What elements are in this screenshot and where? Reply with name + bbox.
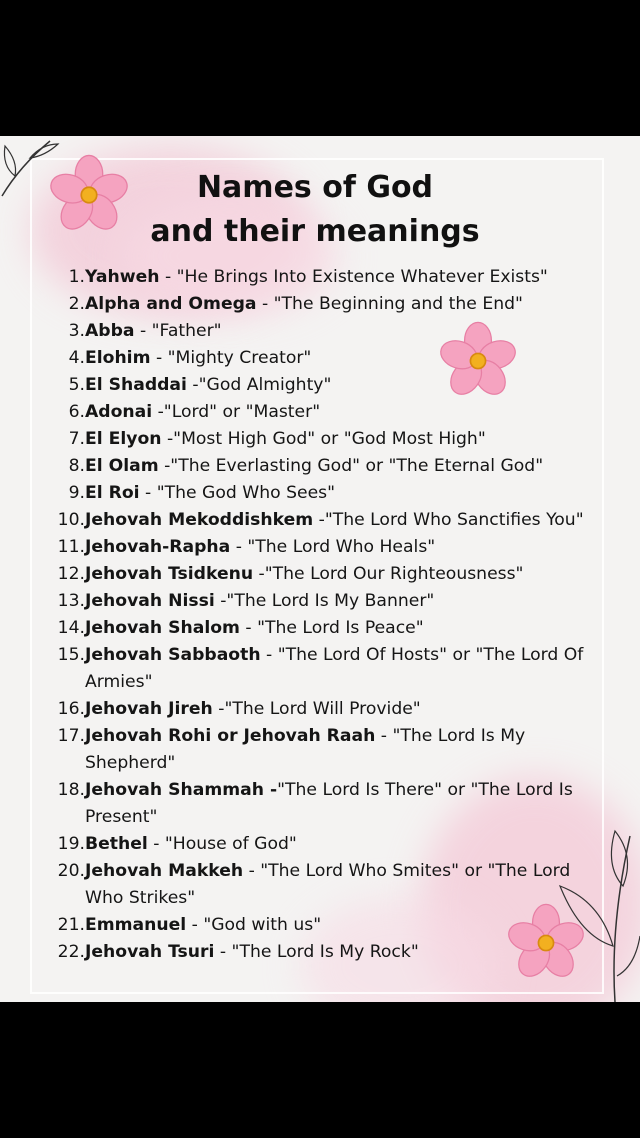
god-name: Abba — [85, 321, 135, 341]
item-body — [85, 696, 600, 723]
item-body — [85, 399, 600, 426]
name-meaning: -"The Lord Will Provide" — [212, 699, 421, 719]
name-meaning: -"The Lord Is My Banner" — [214, 591, 435, 611]
item-number: 21. — [57, 915, 85, 935]
item-number: 10. — [57, 510, 85, 530]
name-meaning: - "The God Who Sees" — [139, 483, 336, 503]
item-number: 7. — [68, 429, 85, 449]
list-item — [40, 912, 600, 939]
god-name: Emmanuel — [85, 915, 187, 935]
god-name: El Roi — [85, 483, 140, 503]
god-name: Jehovah Jireh — [85, 699, 213, 719]
list-item — [40, 345, 600, 372]
item-number: 20. — [57, 861, 85, 881]
item-body — [85, 264, 600, 291]
god-name: Jehovah Makkeh — [85, 861, 244, 881]
item-body — [85, 561, 600, 588]
list-item — [40, 372, 600, 399]
item-number: 3. — [68, 321, 85, 341]
name-meaning: -"Lord" or "Master" — [152, 402, 321, 422]
list-item — [40, 777, 600, 831]
god-name: Jehovah Tsuri — [85, 942, 215, 962]
item-number: 13. — [57, 591, 85, 611]
name-meaning: - "The Lord Is My Shepherd" — [85, 726, 526, 773]
item-body — [85, 534, 600, 561]
name-meaning: - "Mighty Creator" — [150, 348, 312, 368]
item-number: 16. — [57, 699, 85, 719]
item-body — [85, 939, 600, 966]
item-number: 1. — [68, 267, 85, 287]
item-number: 12. — [57, 564, 85, 584]
item-body — [85, 615, 600, 642]
name-meaning: "The Lord Is There" or "The Lord Is Present" — [85, 780, 573, 827]
god-name: Jehovah Mekoddishkem — [85, 510, 314, 530]
name-meaning: - "The Lord Is My Rock" — [214, 942, 419, 962]
god-name: Jehovah Shammah - — [85, 780, 278, 800]
god-name: Jehovah Tsidkenu — [85, 564, 254, 584]
item-body — [85, 858, 600, 912]
list-item — [40, 642, 600, 696]
name-meaning: - "God with us" — [186, 915, 322, 935]
item-number: 17. — [57, 726, 85, 746]
item-number: 6. — [68, 402, 85, 422]
item-number: 18. — [57, 780, 85, 800]
item-body — [85, 507, 600, 534]
page-title — [60, 166, 570, 254]
name-meaning: -"Most High God" or "God Most High" — [161, 429, 486, 449]
title-line-1: Names of God — [196, 170, 434, 205]
list-item — [40, 480, 600, 507]
list-item — [40, 939, 600, 966]
list-item — [40, 453, 600, 480]
names-card — [0, 136, 640, 1002]
item-body — [85, 912, 600, 939]
item-number: 4. — [68, 348, 85, 368]
list-item — [40, 831, 600, 858]
item-number: 9. — [68, 483, 85, 503]
god-name: Bethel — [85, 834, 148, 854]
god-name: Elohim — [85, 348, 151, 368]
item-body — [85, 588, 600, 615]
item-body — [85, 372, 600, 399]
item-body — [85, 831, 600, 858]
list-item — [40, 561, 600, 588]
item-body — [85, 642, 600, 696]
list-item — [40, 858, 600, 912]
god-name: Jehovah Nissi — [85, 591, 215, 611]
name-meaning: - "The Lord Of Hosts" or "The Lord Of Armies" — [85, 645, 584, 692]
god-name: Adonai — [85, 402, 153, 422]
name-meaning: -"The Everlasting God" or "The Eternal God" — [158, 456, 544, 476]
name-meaning: - "The Lord Is Peace" — [239, 618, 424, 638]
list-item — [40, 264, 600, 291]
item-body — [85, 318, 600, 345]
name-meaning: -"The Lord Our Righteousness" — [253, 564, 524, 584]
title-line-2: and their meanings — [150, 214, 480, 249]
item-number: 2. — [68, 294, 85, 314]
name-meaning: - "House of God" — [147, 834, 297, 854]
name-meaning: - "He Brings Into Existence Whatever Exists" — [159, 267, 548, 287]
list-item — [40, 615, 600, 642]
name-meaning: - "The Beginning and the End" — [256, 294, 523, 314]
item-number: 19. — [57, 834, 85, 854]
god-name: El Shaddai — [85, 375, 187, 395]
list-item — [40, 399, 600, 426]
name-meaning: -"God Almighty" — [186, 375, 332, 395]
item-body — [85, 291, 600, 318]
list-item — [40, 696, 600, 723]
god-name: Alpha and Omega — [85, 294, 257, 314]
item-number: 11. — [57, 537, 85, 557]
list-item — [40, 723, 600, 777]
god-name: Jehovah-Rapha — [85, 537, 231, 557]
god-name: El Olam — [85, 456, 159, 476]
god-name: Jehovah Sabbaoth — [85, 645, 261, 665]
god-name: Jehovah Rohi or Jehovah Raah — [85, 726, 376, 746]
list-item — [40, 507, 600, 534]
list-item — [40, 291, 600, 318]
list-item — [40, 588, 600, 615]
item-number: 14. — [57, 618, 85, 638]
list-item — [40, 426, 600, 453]
name-meaning: - "The Lord Who Heals" — [230, 537, 436, 557]
item-number: 15. — [57, 645, 85, 665]
item-number: 22. — [57, 942, 85, 962]
item-body — [85, 426, 600, 453]
name-meaning: -"The Lord Who Sanctifies You" — [313, 510, 584, 530]
item-body — [85, 723, 600, 777]
list-item — [40, 318, 600, 345]
god-name: Yahweh — [85, 267, 160, 287]
name-meaning: - "Father" — [134, 321, 222, 341]
item-body — [85, 480, 600, 507]
item-number: 8. — [68, 456, 85, 476]
item-body — [85, 777, 600, 831]
name-meaning: - "The Lord Who Smites" or "The Lord Who Strikes" — [85, 861, 571, 908]
item-number: 5. — [68, 375, 85, 395]
god-name: El Elyon — [85, 429, 162, 449]
item-body — [85, 345, 600, 372]
names-list — [40, 264, 600, 966]
god-name: Jehovah Shalom — [85, 618, 240, 638]
list-item — [40, 534, 600, 561]
item-body — [85, 453, 600, 480]
